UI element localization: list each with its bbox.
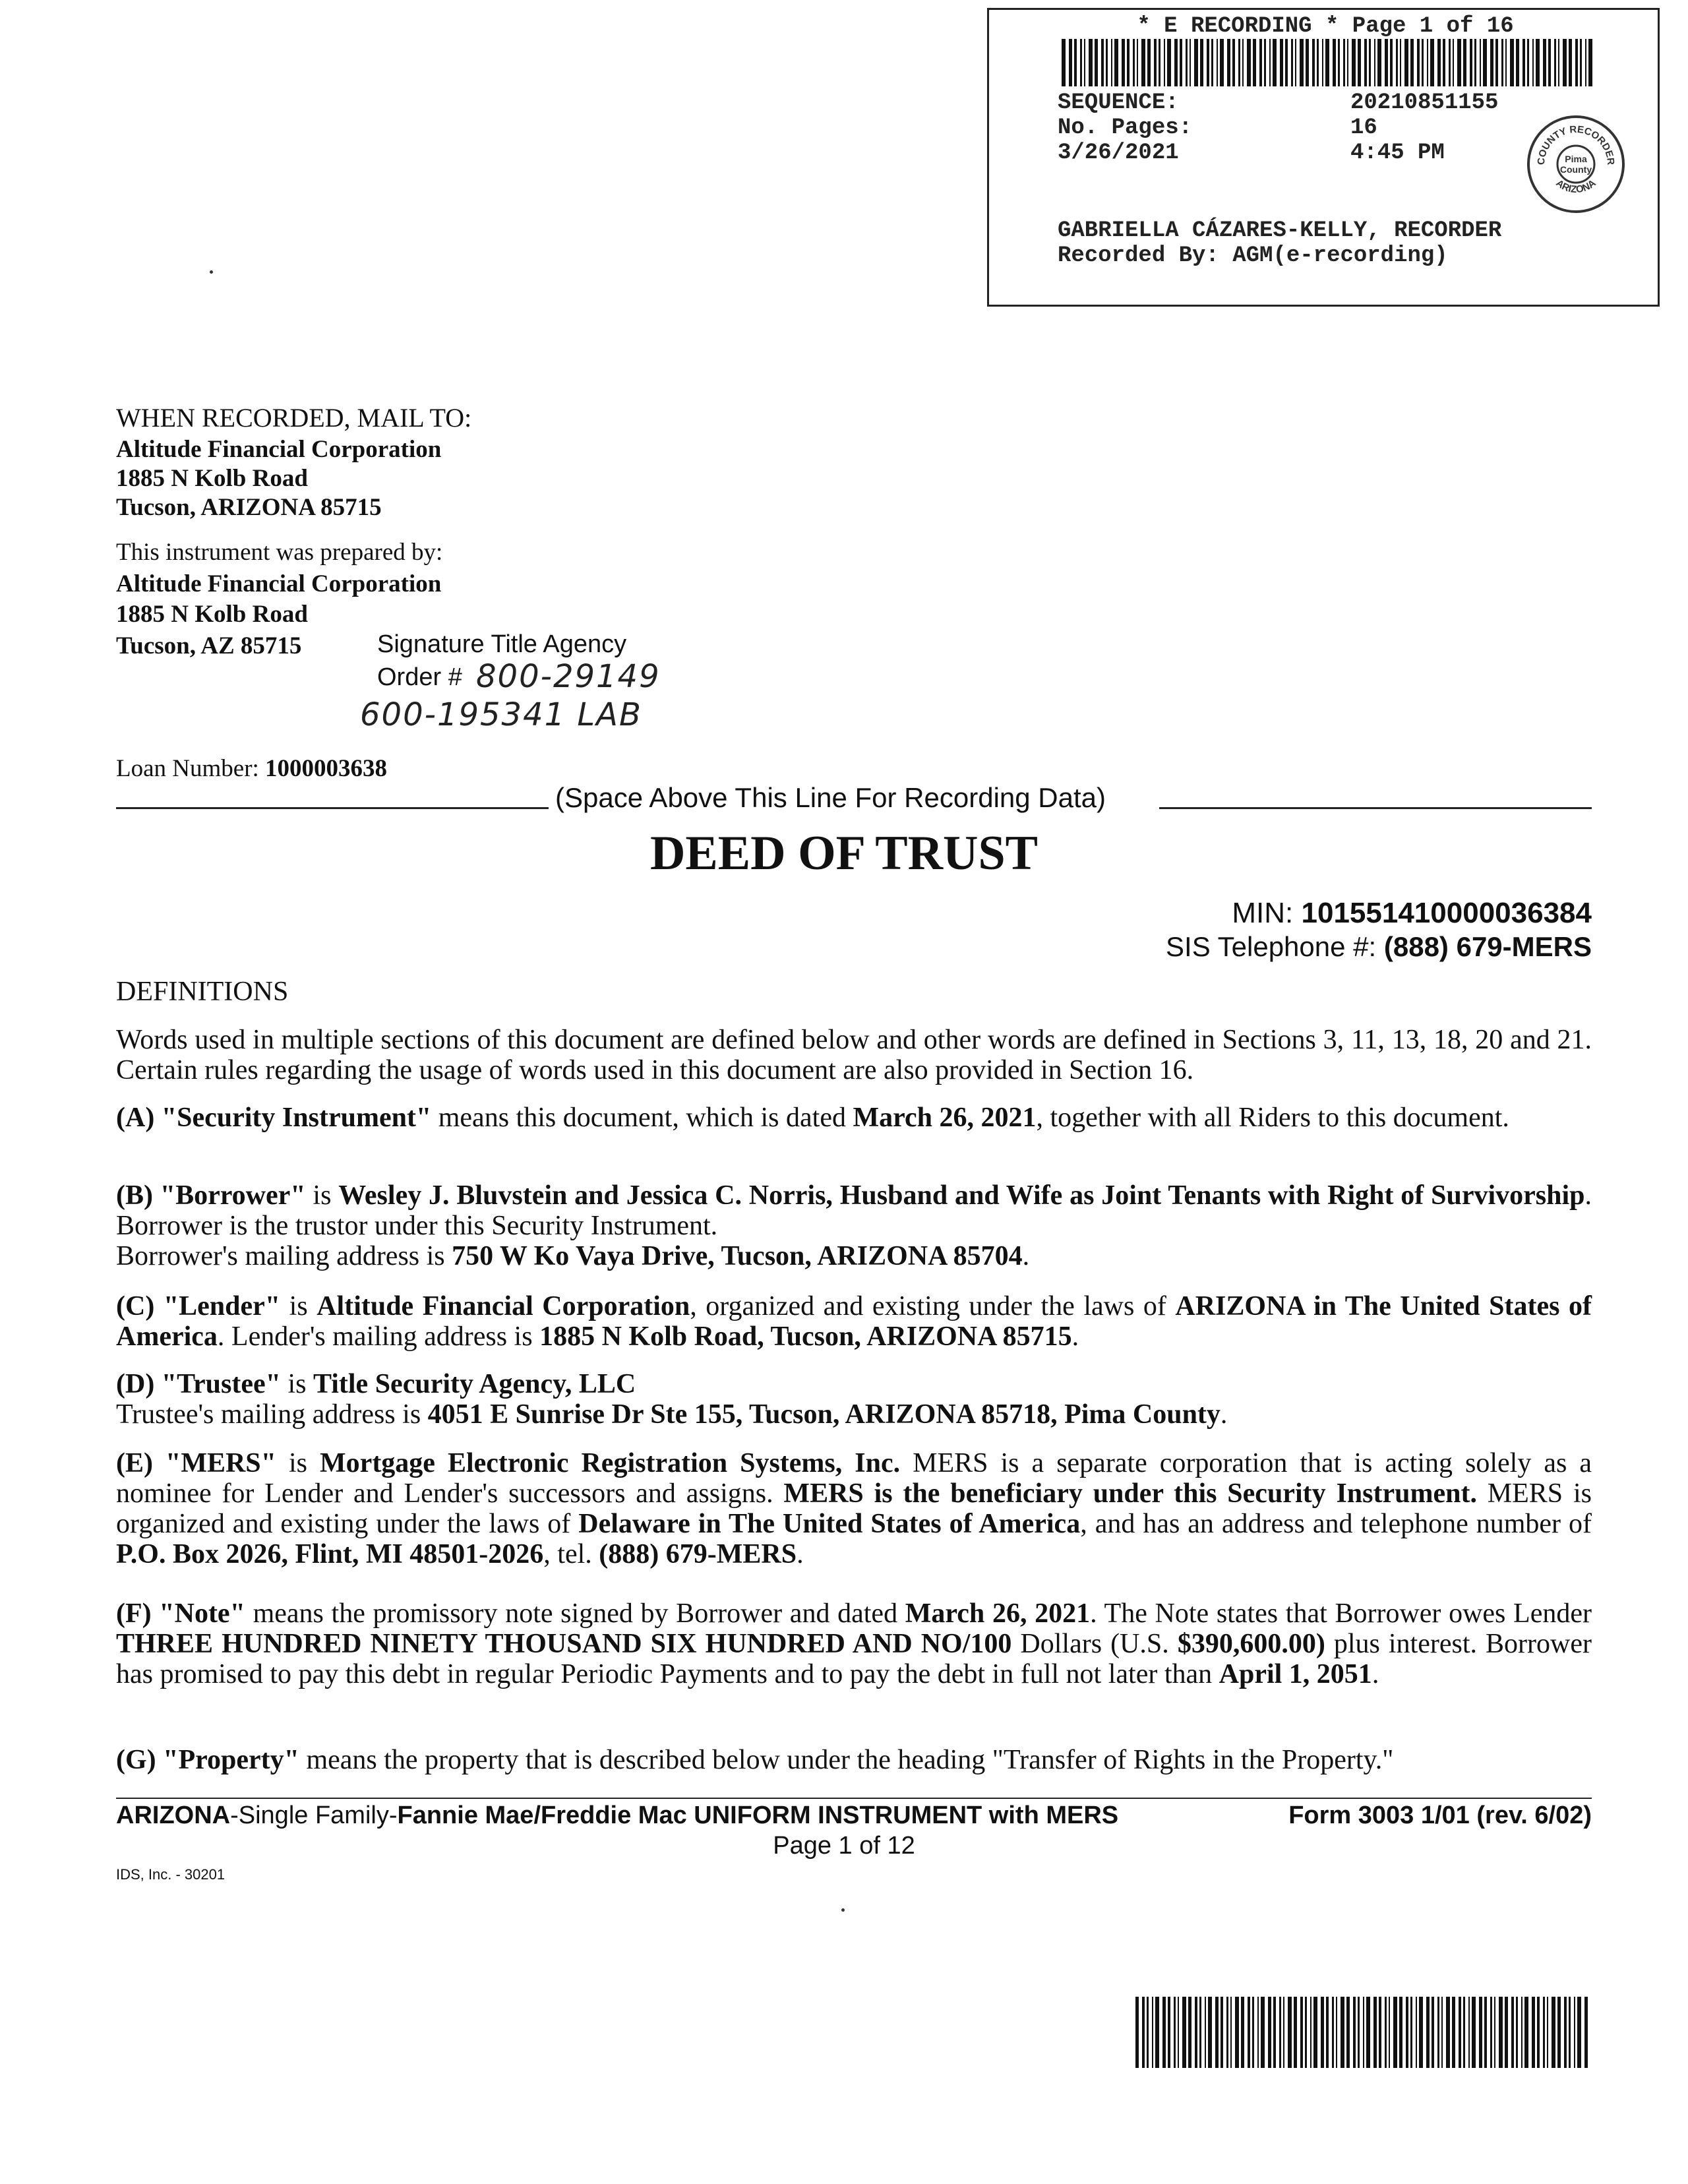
barcode-bar — [1291, 39, 1293, 86]
barcode-bar — [1580, 39, 1582, 86]
barcode-bar — [1521, 1997, 1522, 2068]
barcode-bar — [1432, 1997, 1434, 2068]
recording-stamp-box — [987, 8, 1660, 307]
bottom-barcode — [1135, 1997, 1590, 2068]
barcode-bar — [1338, 39, 1341, 86]
barcode-bar — [1584, 1997, 1588, 2068]
footer-ids: IDS, Inc. - 30201 — [116, 1866, 226, 1883]
barcode-bar — [1162, 1997, 1166, 2068]
barcode-bar — [1543, 1997, 1545, 2068]
county-recorder-seal — [1527, 115, 1625, 213]
footer-rule — [116, 1798, 1592, 1799]
definitions-intro: Words used in multiple sections of this document are defined below and other words are defined in Sections 3, 11, 13, 18, 20 and 21. Certain rules regarding the usage of words used in this document are also provided in Section 16. — [116, 1025, 1592, 1085]
barcode-bar — [1137, 39, 1138, 86]
trustee-address: 4051 E Sunrise Dr Ste 155, Tucson, ARIZONA 85718, Pima County — [427, 1399, 1221, 1430]
scan-speck — [210, 270, 213, 274]
barcode-bar — [1459, 1997, 1461, 2068]
document-title: DEED OF TRUST — [649, 826, 1039, 880]
barcode-bar — [1114, 39, 1118, 86]
barcode-bar — [1393, 1997, 1397, 2068]
barcode-bar — [1135, 1997, 1139, 2068]
lender-address: 1885 N Kolb Road, Tucson, ARIZONA 85715 — [539, 1321, 1072, 1352]
barcode-bar — [1511, 1997, 1514, 2068]
mail-to-city: Tucson, ARIZONA 85715 — [116, 494, 382, 521]
mers-beneficiary-statement: MERS is the beneficiary under this Security Instrument. — [783, 1478, 1477, 1509]
definition-e: (E) "MERS" is Mortgage Electronic Registration Systems, Inc. MERS is a separate corporation that is acting solely as a nominee for Lender and Lender's successors and assigns. MERS is the beneficiary under this Security Instrument. MERS is organized and existing under the laws of Delaware in The United States of America, and has an address and telephone number of P.O. Box 2026, Flint, MI 48501-2026, tel. (888) 679-MERS. — [116, 1448, 1592, 1569]
seal-center-1: Pima — [1565, 154, 1587, 164]
barcode-bar — [1141, 39, 1145, 86]
barcode-bar — [1468, 1997, 1470, 2068]
barcode-bar — [1404, 39, 1408, 86]
footer-page-number: Page 1 of 12 — [773, 1832, 915, 1860]
barcode-bar — [1221, 1997, 1223, 2068]
barcode-bar — [1410, 39, 1414, 86]
barcode-bar — [1385, 39, 1388, 86]
mers-address: P.O. Box 2026, Flint, MI 48501-2026 — [116, 1539, 544, 1569]
barcode-bar — [1152, 1997, 1153, 2068]
barcode-bar — [1575, 39, 1578, 86]
definition-d: (D) "Trustee" is Title Security Agency, LLC Trustee's mailing address is 4051 E Sunrise Dr Ste 155, Tucson, ARIZONA 85718, Pima County. — [116, 1369, 1228, 1430]
barcode-bar — [1588, 39, 1592, 86]
handwritten-second-line: 600-195341 LAB — [360, 696, 642, 733]
barcode-bar — [1346, 1997, 1350, 2068]
barcode-bar — [1084, 39, 1085, 86]
barcode-bar — [1554, 39, 1556, 86]
barcode-bar — [1484, 1997, 1487, 2068]
barcode-bar — [1268, 1997, 1271, 2068]
barcode-bar — [1283, 1997, 1284, 2068]
definition-f: (F) "Note" means the promissory note signed by Borrower and dated March 26, 2021. The Note states that Borrower owes Lender THREE HUNDRED NINETY THOUSAND SIX HUNDRED AND NO/100 Dollars (U.S. $390,600.00) plus interest. Borrower has promised to pay this debt in regular Periodic Payments and to pay the debt in full not later than April 1, 2051. — [116, 1598, 1592, 1689]
barcode-bar — [1300, 39, 1304, 86]
barcode-bar — [1186, 39, 1188, 86]
min-label: MIN: — [1232, 897, 1294, 929]
barcode-bar — [1280, 39, 1283, 86]
barcode-bar — [1111, 39, 1112, 86]
barcode-bar — [1470, 39, 1472, 86]
barcode-bar — [1317, 39, 1319, 86]
definition-f-label: (F) "Note" — [116, 1598, 245, 1629]
min-line — [1232, 897, 1592, 930]
barcode-bar — [1400, 39, 1401, 86]
definition-g-label: (G) "Property" — [116, 1745, 299, 1775]
barcode-bar — [1242, 39, 1244, 86]
barcode-bar — [1326, 1997, 1329, 2068]
barcode-bar — [1147, 1997, 1149, 2068]
mail-to-street: 1885 N Kolb Road — [116, 465, 308, 492]
barcode-bar — [1419, 1997, 1423, 2068]
barcode-bar — [1495, 39, 1498, 86]
barcode-bar — [1426, 1997, 1430, 2068]
barcode-bar — [1264, 39, 1266, 86]
barcode-bar — [1159, 39, 1160, 86]
loan-number-label: Loan Number: — [116, 755, 259, 782]
footer-form: Form 3003 1/01 (rev. 6/02) — [1288, 1802, 1592, 1829]
barcode-bar — [1322, 39, 1323, 86]
note-amount: $390,600.00) — [1177, 1629, 1325, 1659]
barcode-bar — [1069, 39, 1072, 86]
barcode-bar — [1479, 1997, 1482, 2068]
barcode-bar — [1569, 1997, 1571, 2068]
barcode-bar — [1062, 39, 1066, 86]
barcode-bar — [1516, 39, 1519, 86]
barcode-bar — [1205, 1997, 1206, 2068]
recorder-name: GABRIELLA CÁZARES-KELLY, RECORDER — [1058, 218, 1502, 243]
footer-instrument — [116, 1802, 1118, 1830]
barcode-bar — [1505, 39, 1507, 86]
barcode-bar — [1306, 39, 1309, 86]
barcode-bar — [1406, 1997, 1408, 2068]
barcode-bar — [1211, 39, 1213, 86]
barcode-bar — [1543, 39, 1546, 86]
barcode-bar — [1564, 1997, 1567, 2068]
mers-name: Mortgage Electronic Registration Systems, Inc. — [320, 1448, 901, 1478]
barcode-bar — [1167, 39, 1171, 86]
barcode-bar — [1373, 1997, 1377, 2068]
barcode-bar — [1142, 1997, 1145, 2068]
loan-number-value: 1000003638 — [265, 755, 388, 782]
barcode-bar — [1174, 39, 1178, 86]
barcode-bar — [1390, 39, 1393, 86]
barcode-bar — [1310, 1997, 1311, 2068]
barcode-bar — [1215, 1997, 1219, 2068]
barcode-bar — [1441, 1997, 1443, 2068]
definition-c-label: (C) "Lender" — [116, 1291, 281, 1321]
barcode-bar — [1207, 39, 1209, 86]
definition-d-label: (D) "Trustee" — [116, 1369, 281, 1399]
barcode-bar — [1490, 1997, 1492, 2068]
lender-state: ARIZONA in The United States of America — [116, 1291, 1592, 1352]
barcode-bar — [1416, 1997, 1417, 2068]
loan-number — [116, 754, 387, 783]
barcode-bar — [1569, 39, 1572, 86]
mail-to-heading: WHEN RECORDED, MAIL TO: — [116, 403, 472, 433]
barcode-bar — [1443, 39, 1445, 86]
barcode-bar — [1247, 39, 1251, 86]
note-date: March 26, 2021 — [905, 1598, 1091, 1629]
barcode-bar — [1452, 1997, 1455, 2068]
barcode-bar — [1332, 1997, 1334, 2068]
barcode-bar — [1127, 39, 1130, 86]
recorded-by: Recorded By: AGM(e-recording) — [1058, 243, 1448, 268]
definition-a: (A) "Security Instrument" means this document, which is dated March 26, 2021, together with all Riders to this document. — [116, 1103, 1509, 1133]
barcode-bar — [1155, 1997, 1159, 2068]
barcode-bar — [1279, 1997, 1281, 2068]
barcode-bar — [1472, 1997, 1476, 2068]
sequence-label: SEQUENCE: — [1058, 90, 1179, 115]
definition-b-label: (B) "Borrower" — [116, 1180, 306, 1211]
barcode-bar — [1253, 39, 1256, 86]
barcode-bar — [1501, 39, 1503, 86]
barcode-bar — [1195, 1997, 1197, 2068]
barcode-bar — [1341, 1997, 1344, 2068]
barcode-bar — [1227, 39, 1230, 86]
barcode-bar — [1399, 1997, 1402, 2068]
barcode-bar — [1285, 39, 1288, 86]
barcode-bar — [1547, 1997, 1548, 2068]
mail-to-name: Altitude Financial Corporation — [116, 436, 442, 463]
barcode-bar — [1437, 1997, 1439, 2068]
mers-telephone: (888) 679-MERS — [599, 1539, 797, 1569]
recording-date: 3/26/2021 — [1058, 140, 1179, 166]
barcode-bar — [1577, 1997, 1581, 2068]
barcode-bar — [1449, 39, 1451, 86]
barcode-bar — [1474, 39, 1476, 86]
barcode-bar — [1178, 1997, 1179, 2068]
prepared-by-city: Tucson, AZ 85715 — [116, 632, 302, 659]
barcode-bar — [1180, 39, 1182, 86]
barcode-bar — [1457, 39, 1461, 86]
order-label: Order # — [377, 663, 462, 691]
barcode-bar — [1358, 1997, 1360, 2068]
recording-line-text: (Space Above This Line For Recording Data) — [555, 782, 1106, 813]
recording-header: * E RECORDING * Page 1 of 16 — [1137, 14, 1514, 39]
barcode-bar — [1552, 1997, 1555, 2068]
barcode-bar — [1230, 1997, 1232, 2068]
prepared-by-street: 1885 N Kolb Road — [116, 601, 308, 628]
barcode-bar — [1557, 1997, 1561, 2068]
barcode-bar — [1369, 39, 1371, 86]
barcode-bar — [1305, 1997, 1307, 2068]
barcode-bar — [1312, 39, 1315, 86]
barcode-bar — [1232, 39, 1235, 86]
barcode-bar — [1217, 39, 1218, 86]
barcode-bar — [1182, 1997, 1186, 2068]
barcode-bar — [1325, 39, 1329, 86]
barcode-bar — [1364, 39, 1367, 86]
barcode-bar — [1269, 39, 1271, 86]
barcode-bar — [1527, 39, 1529, 86]
barcode-bar — [1537, 1997, 1540, 2068]
barcode-bar — [1410, 1997, 1412, 2068]
recording-line-right — [1159, 807, 1592, 809]
footer-state: ARIZONA — [116, 1802, 231, 1829]
note-amount-words: THREE HUNDRED NINETY THOUSAND SIX HUNDRED AND NO/100 — [116, 1629, 1012, 1659]
handwritten-order-number: 800-29149 — [476, 658, 661, 695]
recording-line-left — [116, 807, 549, 809]
seal-bottom-text: ARIZONA — [1553, 177, 1598, 196]
barcode-bar — [1313, 1997, 1317, 2068]
definition-g: (G) "Property" means the property that is described below under the heading "Transfer of Rights in the Property." — [116, 1745, 1394, 1775]
barcode-bar — [1585, 39, 1586, 86]
barcode-bar — [1490, 39, 1493, 86]
recording-barcode — [1062, 39, 1596, 86]
barcode-bar — [1366, 1997, 1370, 2068]
barcode-bar — [1235, 1997, 1239, 2068]
definition-a-label: (A) "Security Instrument" — [116, 1103, 432, 1133]
barcode-bar — [1259, 39, 1262, 86]
barcode-bar — [1089, 39, 1093, 86]
barcode-bar — [1505, 1997, 1508, 2068]
note-due-date: April 1, 2051 — [1219, 1659, 1372, 1689]
barcode-bar — [1133, 39, 1135, 86]
borrower-names: Wesley J. Bluvstein and Jessica C. Norris, Husband and Wife as Joint Tenants with Right of Survivorship — [338, 1180, 1585, 1211]
barcode-bar — [1147, 39, 1151, 86]
barcode-bar — [1396, 39, 1398, 86]
mers-state: Delaware in The United States of America — [578, 1509, 1081, 1539]
barcode-bar — [1199, 1997, 1201, 2068]
barcode-bar — [1548, 39, 1551, 86]
prepared-by-name: Altitude Financial Corporation — [116, 570, 442, 597]
barcode-bar — [1164, 39, 1165, 86]
min-value: 1015514100000363​84 — [1301, 897, 1592, 929]
footer-instrument-name: Fannie Mae/Freddie Mac UNIFORM INSTRUMENT with MERS — [397, 1802, 1119, 1829]
barcode-bar — [1174, 1997, 1176, 2068]
barcode-bar — [1154, 39, 1157, 86]
barcode-bar — [1516, 1997, 1518, 2068]
title-agency-stamp: Signature Title Agency — [377, 630, 627, 658]
barcode-bar — [1427, 39, 1428, 86]
sis-line — [1166, 931, 1592, 963]
barcode-bar — [1352, 39, 1356, 86]
trustee-name: Title Security Agency, LLC — [313, 1369, 636, 1399]
barcode-bar — [1074, 39, 1077, 86]
barcode-bar — [1422, 39, 1424, 86]
barcode-bar — [1558, 39, 1559, 86]
prepared-by-heading: This instrument was prepared by: — [116, 539, 443, 566]
barcode-bar — [1248, 1997, 1250, 2068]
pages-value: 16 — [1350, 115, 1377, 140]
barcode-bar — [1343, 39, 1345, 86]
barcode-bar — [1300, 1997, 1303, 2068]
barcode-bar — [1194, 39, 1198, 86]
barcode-bar — [1532, 39, 1534, 86]
barcode-bar — [1483, 39, 1487, 86]
barcode-bar — [1095, 39, 1098, 86]
barcode-bar — [1295, 39, 1296, 86]
barcode-bar — [1257, 1997, 1259, 2068]
footer-type: -Single Family- — [230, 1802, 398, 1829]
barcode-bar — [1080, 39, 1082, 86]
barcode-bar — [1510, 39, 1514, 86]
barcode-bar — [1532, 1997, 1535, 2068]
barcode-bar — [1241, 1997, 1244, 2068]
barcode-bar — [1200, 39, 1203, 86]
barcode-bar — [1288, 1997, 1292, 2068]
definition-b: (B) "Borrower" is Wesley J. Bluvstein and Jessica C. Norris, Husband and Wife as Joint Tenants with Right of Survivorship. Borrower is the trustor under this Security Instrument. Borrower's mailing address is 750 W Ko Vaya Drive, Tucson, ARIZONA 85704. — [116, 1180, 1592, 1271]
barcode-bar — [1363, 1997, 1364, 2068]
barcode-bar — [1273, 1997, 1276, 2068]
barcode-bar — [1220, 39, 1224, 86]
seal-center-2: County — [1559, 164, 1592, 175]
definitions-heading: DEFINITIONS — [116, 977, 289, 1007]
barcode-bar — [1446, 1997, 1450, 2068]
barcode-bar — [1252, 1997, 1254, 2068]
barcode-bar — [1321, 1997, 1324, 2068]
barcode-bar — [1463, 1997, 1465, 2068]
lender-name: Altitude Financial Corporation — [316, 1291, 690, 1321]
scan-speck-2 — [841, 1908, 845, 1912]
barcode-bar — [1226, 1997, 1228, 2068]
barcode-bar — [1188, 1997, 1191, 2068]
barcode-bar — [1358, 39, 1361, 86]
barcode-bar — [1294, 1997, 1297, 2068]
barcode-bar — [1417, 39, 1420, 86]
definition-e-label: (E) "MERS" — [116, 1448, 276, 1478]
barcode-bar — [1563, 39, 1567, 86]
pages-label: No. Pages: — [1058, 115, 1193, 140]
barcode-bar — [1453, 39, 1454, 86]
barcode-bar — [1430, 39, 1434, 86]
barcode-bar — [1379, 1997, 1381, 2068]
barcode-bar — [1261, 1997, 1265, 2068]
barcode-bar — [1385, 1997, 1387, 2068]
barcode-bar — [1190, 39, 1191, 86]
barcode-bar — [1122, 39, 1125, 86]
borrower-address: 750 W Ko Vaya Drive, Tucson, ARIZONA 85704 — [452, 1241, 1023, 1271]
barcode-bar — [1536, 39, 1540, 86]
barcode-bar — [1389, 1997, 1390, 2068]
barcode-bar — [1336, 1997, 1337, 2068]
barcode-bar — [1494, 1997, 1495, 2068]
barcode-bar — [1106, 39, 1108, 86]
barcode-bar — [1377, 39, 1381, 86]
svg-text:ARIZONA — [1553, 177, 1598, 195]
security-instrument-date: March 26, 2021 — [853, 1103, 1037, 1133]
sequence-value: 20210851155 — [1350, 90, 1499, 115]
barcode-bar — [1347, 39, 1348, 86]
barcode-bar — [1499, 1997, 1503, 2068]
barcode-bar — [1374, 39, 1375, 86]
barcode-bar — [1522, 39, 1525, 86]
barcode-bar — [1333, 39, 1336, 86]
definition-c: (C) "Lender" is Altitude Financial Corporation, organized and existing under the laws of ARIZONA in The United States of America. Lender's mailing address is 1885 N Kolb Road, Tucson, ARIZONA 85715. — [116, 1291, 1592, 1352]
barcode-bar — [1168, 1997, 1170, 2068]
barcode-bar — [1574, 1997, 1575, 2068]
barcode-bar — [1353, 1997, 1356, 2068]
barcode-bar — [1480, 39, 1481, 86]
barcode-bar — [1101, 39, 1104, 86]
barcode-bar — [1437, 39, 1441, 86]
sis-label: SIS Telephone #: — [1166, 931, 1377, 962]
barcode-bar — [1208, 1997, 1212, 2068]
sis-value: (888) 679-MERS — [1383, 931, 1592, 962]
seal-top-text: COUNTY RECORDER — [1535, 123, 1617, 166]
barcode-bar — [1463, 39, 1466, 86]
barcode-bar — [1273, 39, 1277, 86]
barcode-bar — [1524, 1997, 1528, 2068]
barcode-bar — [1238, 39, 1240, 86]
recording-time: 4:45 PM — [1350, 140, 1445, 166]
